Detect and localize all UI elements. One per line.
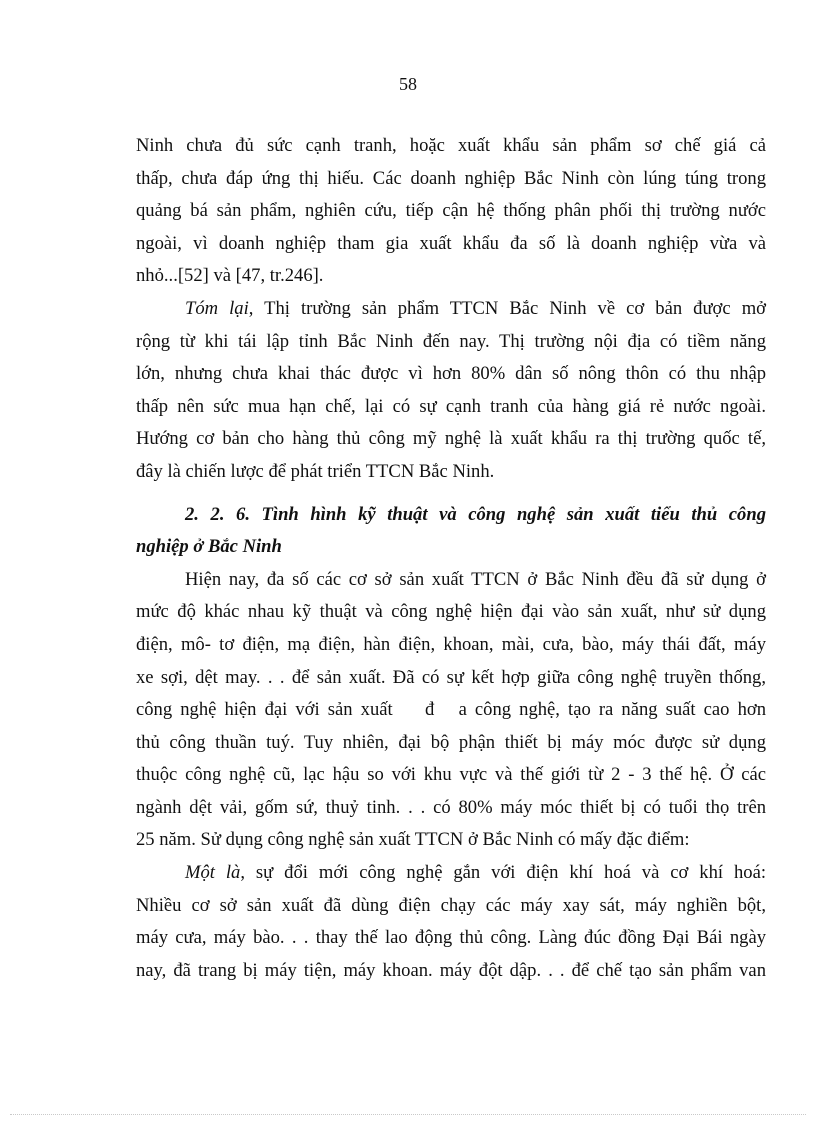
text-line: Nhiều cơ sở sản xuất đã dùng điện chạy các máy xay sát, máy nghiền bột, xyxy=(136,894,766,916)
text-line: ngành dệt vải, gốm sứ, thuỷ tinh. . . có 80% máy móc thiết bị có tuổi thọ trên xyxy=(136,796,766,818)
text-line: lớn, nhưng chưa khai thác được vì hơn 80% dân số nông thôn có thu nhập xyxy=(136,363,766,385)
page-number: 58 xyxy=(399,74,417,94)
text-line: nay, đã trang bị máy tiện, máy khoan. máy đột dập. . . để chế tạo sản phẩm van xyxy=(136,959,766,981)
text-line: mức độ khác nhau kỹ thuật và công nghệ hiện đại vào sản xuất, như sử dụng xyxy=(136,601,766,623)
text-line: Ninh chưa đủ sức cạnh tranh, hoặc xuất khẩu sản phẩm sơ chế giá cả xyxy=(136,135,766,156)
paragraph-summary xyxy=(136,293,766,489)
section-heading-line: 2. 2. 6. Tình hình kỹ thuật và công nghệ sản xuất tiểu thủ công xyxy=(185,503,766,525)
text-line: Hướng cơ bản cho hàng thủ công mỹ nghệ là xuất khẩu ra thị trường quốc tế, xyxy=(136,428,766,450)
paragraph-technology xyxy=(136,564,766,857)
text-line xyxy=(136,293,766,326)
text-line: đây là chiến lược để phát triển TTCN Bắc Ninh. xyxy=(136,460,495,482)
text-line: thấp, chưa đáp ứng thị hiếu. Các doanh nghiệp Bắc Ninh còn lúng túng trong xyxy=(136,167,766,189)
paragraph-first-feature xyxy=(136,857,766,987)
text-line: rộng từ khi tái lập tỉnh Bắc Ninh đến nay. Thị trường nội địa có tiềm năng xyxy=(136,330,766,352)
paragraph-market-continuation xyxy=(136,130,766,293)
text-line xyxy=(136,857,766,890)
text-line: quảng bá sản phẩm, nghiên cứu, tiếp cận hệ thống phân phối thị trường nước xyxy=(136,200,766,222)
text-line: 25 năm. Sử dụng công nghệ sản xuất TTCN ở Bắc Ninh có mấy đặc điểm: xyxy=(136,829,690,851)
first-feature-first-line-text: , sự đổi mới công nghệ gắn với điện khí hoá và cơ khí hoá: xyxy=(240,862,766,884)
text-line: công nghệ hiện đại với sản xuất đ a công nghệ, tạo ra năng suất cao hơn xyxy=(136,699,766,721)
spacer xyxy=(136,489,766,499)
text-line: thủ công thuần tuý. Tuy nhiên, đại bộ phận thiết bị máy móc được sử dụng xyxy=(136,731,766,753)
text-line: thuộc công nghệ cũ, lạc hậu so với khu vực và thế giới từ 2 - 3 thế hệ. Ở các xyxy=(136,764,766,786)
text-line: ngoài, vì doanh nghiệp tham gia xuất khẩu đa số là doanh nghiệp vừa và xyxy=(136,232,766,254)
text-line: nhỏ...[52] và [47, tr.246]. xyxy=(136,265,324,287)
section-heading xyxy=(136,499,766,564)
first-feature-lead: Một là xyxy=(185,862,241,884)
summary-lead: Tóm lại xyxy=(185,297,249,319)
text-line: máy cưa, máy bào. . . thay thế lao động thủ công. Làng đúc đồng Đại Bái ngày xyxy=(136,927,766,949)
summary-first-line-text: , Thị trường sản phẩm TTCN Bắc Ninh về cơ bản được mở xyxy=(248,297,766,319)
page-content xyxy=(136,130,766,987)
text-line: Hiện nay, đa số các cơ sở sản xuất TTCN ở Bắc Ninh đều đã sử dụng ở xyxy=(185,568,766,590)
text-line: thấp nên sức mua hạn chế, lại có sự cạnh tranh của hàng giá rẻ nước ngoài. xyxy=(136,395,766,417)
text-line: điện, mô- tơ điện, mạ điện, hàn điện, khoan, mài, cưa, bào, máy thái đất, máy xyxy=(136,633,766,655)
section-heading-line: nghiệp ở Bắc Ninh xyxy=(136,536,282,558)
text-line: xe sợi, dệt may. . . để sản xuất. Đã có sự kết hợp giữa công nghệ truyền thống, xyxy=(136,666,766,688)
page-bottom-border xyxy=(10,1114,806,1115)
